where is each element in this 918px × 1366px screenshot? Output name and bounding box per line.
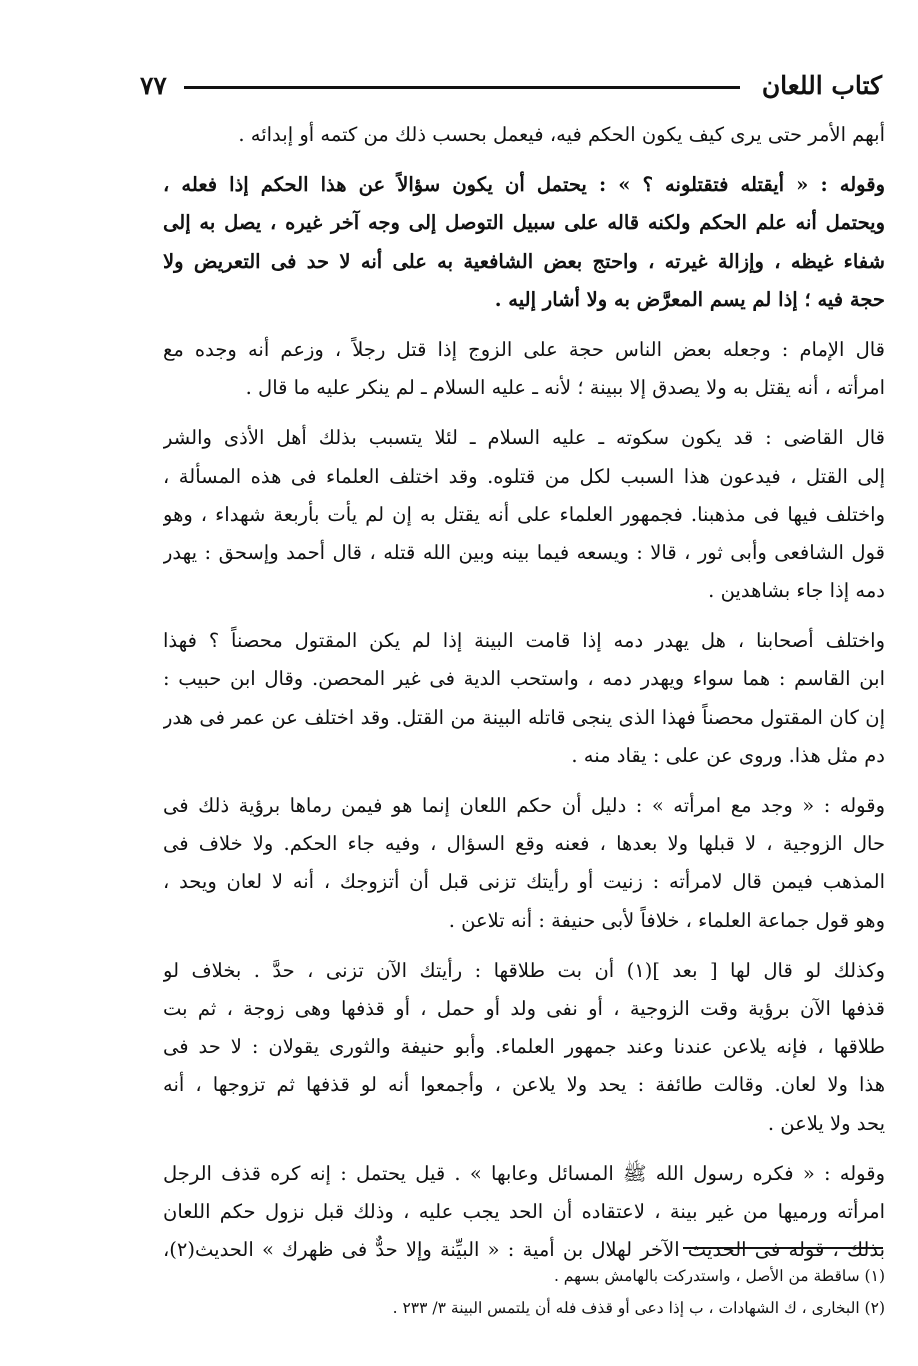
text-line: حال الزوجية ، لا قبلها ولا بعدها ، فعنه وقع السؤال ، وفيه جاء الحكم. ولا خلاف فى [163, 832, 885, 856]
text-line: امرأته ، أنه يقتل به ولا يصدق إلا ببينة ؛ لأنه ـ عليه السلام ـ لم ينكر عليه ما قال . [245, 376, 885, 400]
text-line: وقوله : « فكره رسول الله ﷺ المسائل وعابها » . قيل يحتمل : إنه كره قذف الرجل [163, 1161, 885, 1185]
text-line: حجة فيه ؛ إذا لم يسم المعرَّض به ولا أشار إليه . [494, 287, 885, 311]
paragraph [163, 952, 885, 1143]
text-line: قال القاضى : قد يكون سكوته ـ عليه السلام ـ لئلا يتسبب بذلك أهل الأذى والشر [163, 426, 885, 450]
text-line: واختلف أصحابنا ، هل يهدر دمه إذا قامت البينة إذا لم يكن المقتول محصناً ؟ فهذا [163, 629, 885, 653]
text-line: قذفها الآن برؤية وقت الزوجية ، أو نفى ولد أو حمل ، أو قذفها وهى زوجة ، ثم بت [163, 996, 885, 1020]
text-line: شفاء غيظه ، وإزالة غيرته ، واحتج بعض الشافعية به على أنه لا حد فى التعريض ولا [163, 249, 885, 273]
running-header [140, 64, 882, 110]
paragraph [163, 116, 885, 154]
paragraph [163, 787, 885, 940]
header-rule [184, 86, 740, 89]
text-line: وكذلك لو قال لها [ بعد ](١) أن بت طلاقها : رأيتك الآن تزنى ، حدَّ . بخلاف لو [163, 958, 885, 982]
text-line: أبهم الأمر حتى يرى كيف يكون الحكم فيه، فيعمل بحسب ذلك من كتمه أو إبدائه . [238, 123, 885, 146]
body-text [163, 116, 885, 1281]
text-line: ابن القاسم : هما سواء ويهدر دمه ، واستحب الدية فى غير المحصن. وقال ابن حبيب : [163, 667, 885, 691]
text-line: المذهب فيمن قال لامرأته : زنيت أو رأيتك تزنى قبل أن أتزوجك ، أنه لا لعان ويحد ، [163, 870, 885, 894]
paragraph [163, 331, 885, 407]
text-line: قول الشافعى وأبى ثور ، قالا : ويسعه فيما بينه وبين الله قتله ، قال أحمد وإسحق : يهدر [163, 540, 885, 564]
footnote: (٢) البخارى ، ك الشهادات ، ب إذا دعى أو قذف فله أن يلتمس البينة ٣/ ٢٣٣ . [392, 1299, 885, 1317]
text-line: وقوله : « أيقتله فتقتلونه ؟ » : يحتمل أن يكون سؤالاً عن هذا الحكم إذا فعله ، [163, 173, 885, 197]
text-line: هذا ولا لعان. وقالت طائفة : يحد ولا يلاعن ، وأجمعوا أنه لو قذفها ثم تزوجها ، أنه [163, 1073, 885, 1097]
text-line: وقوله : « وجد مع امرأته » : دليل أن حكم اللعان إنما هو فيمن رماها برؤية ذلك فى [163, 794, 885, 817]
footnotes [330, 1260, 885, 1324]
footnote-rule [683, 1247, 883, 1249]
text-line: ويحتمل أنه علم الحكم ولكنه قاله على سبيل التوصل إلى وجه آخر غيره ، يصل به إلى [163, 211, 885, 235]
text-line: إن كان المقتول محصناً فهذا الذى ينجى قاتله البينة من القتل. وقد اختلف عن عمر فى هدر [163, 705, 885, 729]
text-line: بذلك ، قوله فى الحديث الآخر لهلال بن أمية : « البيِّنة وإلا حدٌّ فى ظهرك » الحديث(٢)، [163, 1238, 885, 1262]
text-line: امرأته ورميها من غير بينة ، لاعتقاده أن الحد يجب عليه ، وذلك قبل نزول حكم اللعان [163, 1199, 885, 1223]
paragraph [163, 419, 885, 610]
text-line: يحد ولا يلاعن . [767, 1111, 885, 1135]
text-line: إلى القتل ، فيدعون هذا السبب لكل من قتلوه. وقد اختلف العلماء فى هذه المسألة ، [163, 464, 885, 488]
text-line: دمه إذا جاء بشاهدين . [708, 579, 885, 603]
text-line: وهو قول جماعة العلماء ، خلافاً لأبى حنيفة : أنه تلاعن . [448, 908, 885, 932]
paragraph [163, 622, 885, 775]
paragraph [163, 166, 885, 319]
text-line: دم مثل هذا. وروى عن على : يقاد منه . [571, 743, 885, 767]
footnote: (١) ساقطة من الأصل ، واستدركت بالهامش بسهم . [553, 1267, 885, 1285]
page-number: ٧٧ [140, 71, 167, 100]
text-line: قال الإمام : وجعله بعض الناس حجة على الزوج إذا قتل رجلاً ، وزعم أنه وجده مع [163, 337, 885, 361]
text-line: واختلف فيها فى مذهبنا. فجمهور العلماء على أنه يقتل به إن لم يأت بأربعة شهداء ، وهو [163, 502, 885, 526]
text-line: طلاقها ، فإنه يلاعن عندنا وعند جمهور العلماء. وأبو حنيفة والثورى يقولان : لا حد فى [163, 1035, 885, 1059]
paragraph [163, 1155, 885, 1270]
book-title: كتاب اللعان [761, 71, 882, 100]
